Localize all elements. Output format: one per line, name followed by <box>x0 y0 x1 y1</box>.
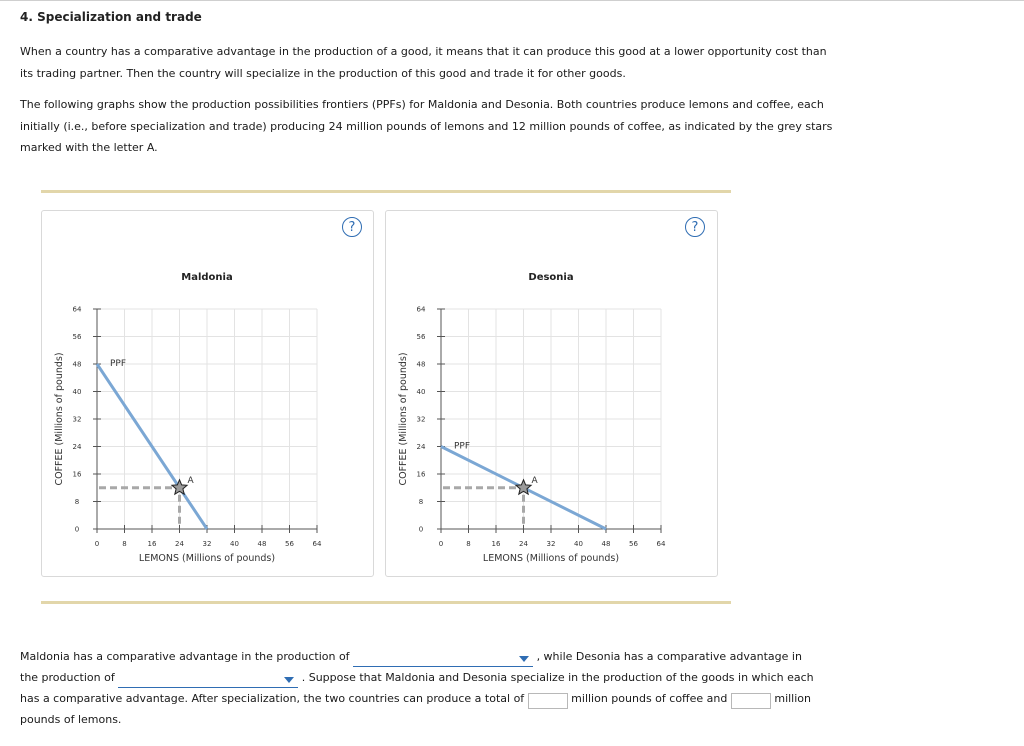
desonia-x-axis-label: LEMONS (Millions of pounds) <box>482 553 620 564</box>
desonia-advantage-dropdown[interactable] <box>118 671 298 688</box>
x-tick-label: 16 <box>491 540 501 548</box>
x-tick-label: 0 <box>438 540 444 548</box>
maldonia-graph-panel <box>41 210 374 577</box>
chevron-down-icon <box>519 656 529 662</box>
question-part5: million pounds of lemons. <box>20 692 812 726</box>
y-tick-label: 24 <box>416 443 426 451</box>
desonia-chart-title: Desonia <box>528 272 574 283</box>
desonia-graph-panel <box>385 210 718 577</box>
y-tick-label: 56 <box>416 333 426 341</box>
desonia-ppf-label: PPF <box>454 441 471 452</box>
maldonia-x-axis-label: LEMONS (Millions of pounds) <box>138 553 276 564</box>
y-tick-label: 64 <box>416 305 426 314</box>
question-part1: Maldonia has a comparative advantage in the production of <box>20 650 350 663</box>
question-part3: . Suppose that Maldonia and Desonia specialize in the production of the goods in which each has a comparative advantage. After specialization, the two countries can produce a total of <box>20 671 814 705</box>
maldonia-point-a-label: A <box>187 475 194 486</box>
maldonia-help-icon[interactable]: ? <box>342 217 362 237</box>
maldonia-ppf-label: PPF <box>110 359 127 369</box>
x-tick-label: 8 <box>466 540 471 548</box>
question-text <box>20 646 820 730</box>
y-tick-label: 32 <box>72 415 82 424</box>
graph-section-bottom-rule <box>41 601 731 604</box>
x-tick-label: 0 <box>94 540 100 548</box>
x-tick-label: 64 <box>312 540 322 548</box>
question-heading: 4. Specialization and trade <box>20 10 202 24</box>
desonia-y-axis-label: COFFEE (Millions of pounds) <box>398 352 409 486</box>
top-divider <box>0 0 1024 1</box>
desonia-point-a-label: A <box>531 475 538 486</box>
x-tick-label: 24 <box>519 540 528 548</box>
y-tick-label: 8 <box>74 498 80 506</box>
x-tick-label: 48 <box>601 540 611 548</box>
question-part4: million pounds of coffee and <box>571 692 728 705</box>
desonia-help-icon[interactable]: ? <box>685 217 705 237</box>
x-tick-label: 24 <box>175 540 184 548</box>
maldonia-ppf-chart <box>42 211 373 576</box>
y-tick-label: 0 <box>418 525 424 534</box>
chevron-down-icon <box>284 677 294 683</box>
x-tick-label: 8 <box>122 540 127 548</box>
x-tick-label: 40 <box>230 540 239 548</box>
x-tick-label: 32 <box>546 540 556 548</box>
y-tick-label: 40 <box>416 388 426 396</box>
question-part2: , while Desonia has a comparative advantage in the production of <box>20 650 802 684</box>
y-tick-label: 48 <box>72 360 82 369</box>
y-tick-label: 8 <box>418 498 424 506</box>
maldonia-advantage-dropdown[interactable] <box>353 650 533 667</box>
graphs-description-paragraph: The following graphs show the production possibilities frontiers (PPFs) for Maldonia and Desonia. Both countries produce lemons and coffee, each initially (i.e., before specialization and trade) producing 24 million pounds of lemons and 12 million pounds of coffee, as indicated by the grey stars marked with the letter A. <box>20 98 833 154</box>
graph-section-top-rule <box>41 190 731 193</box>
y-tick-label: 64 <box>72 305 82 314</box>
x-tick-label: 40 <box>574 540 583 548</box>
desonia-ppf-chart <box>386 211 717 576</box>
x-tick-label: 48 <box>257 540 267 548</box>
y-tick-label: 0 <box>74 525 80 534</box>
y-tick-label: 24 <box>72 443 82 451</box>
total-lemons-input[interactable] <box>731 693 771 709</box>
x-tick-label: 32 <box>202 540 212 548</box>
x-tick-label: 56 <box>285 540 294 548</box>
intro-paragraph: When a country has a comparative advantage in the production of a good, it means that it can produce this good at a lower opportunity cost than its trading partner. Then the country will specialize in the production of this good and trade it for other goods. <box>20 45 827 80</box>
total-coffee-input[interactable] <box>528 693 568 709</box>
y-tick-label: 48 <box>416 360 426 369</box>
x-tick-label: 56 <box>629 540 638 548</box>
x-tick-label: 64 <box>656 540 666 548</box>
y-tick-label: 56 <box>72 333 82 341</box>
y-tick-label: 16 <box>72 470 82 479</box>
y-tick-label: 32 <box>416 415 426 424</box>
x-tick-label: 16 <box>147 540 157 548</box>
maldonia-y-axis-label: COFFEE (Millions of pounds) <box>54 352 65 486</box>
maldonia-chart-title: Maldonia <box>181 272 233 283</box>
y-tick-label: 16 <box>416 470 426 479</box>
y-tick-label: 40 <box>72 388 82 396</box>
